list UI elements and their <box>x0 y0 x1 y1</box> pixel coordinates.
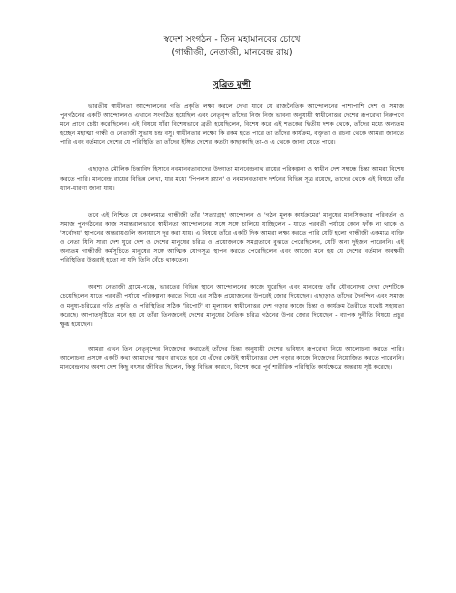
author-name: সুব্রিত মুন্সী <box>213 80 251 90</box>
paragraph-3: তবে এই নিশ্চিত যে কেবলমাত্র গান্ধীজী তাঁর 'সত্যাগ্রহ' আন্দোলন ও 'গঠন মূলক কার্যক্রমের' মানুষের মানসিকতার পরিবর্তন ও সমাজ পুনর্গঠনের কাজ সমান্তরালভাবে স্বাধীনতা আন্দোলনের সঙ্গে সঙ্গে চালিয়ে যাচ্ছিলেন - যাতে পরবর্তী পর্যায়ে কোন ফাঁক না থাকে ও 'সর্বোদয়' স্থাপনের অন্তরায়গুলি অনায়াসে দূর করা যায়। এ বিষয়ে তাঁরে একটি দিক আমরা লক্ষ্য করতে পারি যেটি হলো গান্ধীজী একমাত্র ব্যক্তি ও নেতা যিনি সারা দেশ ঘুরে দেশ ও দেশের মানুষের চরিত্র ও প্রয়োজনকে সমগ্রতাবে বুঝতে পেরেছিলেন, যেটি অন্য দুইজন পারেননি। এই অন্যতম গান্ধীজী কর্মসূচিতে মানুষের সঙ্গে আত্মিক যোগসূত্র স্থাপন করতে পেরেছিলেন এবং আজো মনে হয় যে দেশের বর্তমান অবক্ষয়ী পরিস্থিতির উত্তরাই হতো না যদি তিনি বেঁচে থাকতেন। <box>60 211 404 265</box>
document-title <box>60 34 404 60</box>
paragraph-2: এছাড়াও মৌলিক চিন্তাবিদ হিসাবে নবমানবতাবাদের উদ্গাতা মানবেন্দ্রনাথ রায়ের পরিকল্পনা ও স্বাধীন দেশ সম্বন্ধে চিন্তা আমরা বিশেষ করতে পারি। মানবেন্দ্র রায়ের বিভিন্ন লেখা, যার মধ্যে 'পিপলস প্ল্যান' ও নবমানবতাবাদ দর্শনের বিভিন্ন সূত্র রয়েছে, তাদের থেকে এই বিষয়ে তাঁর ধ্যান-ধারণা জানা যায়। <box>60 166 404 192</box>
paragraph-4: অবশ্য নেতাজী গ্রামে-গঞ্জে, ভারতের বিভিন্ন স্থানে আন্দোলনের কাজে ঘুরেছিন এবং মানবেন্দ্র তাঁর যৌবনোদয় দেখা দেশটিকে চেয়েছিলেন যাতে পরবর্তী পর্যায়ে পরিকল্পনা করতে গিয়ে এর সঠিক প্রয়োজনের উপরেই জোর দিয়েছেন। এছাড়াও তাঁদের দৈনন্দিন এবং সমাজ ও মনুষ্য-চরিত্রের গতি প্রকৃতি ও পরিস্থিতির সঠিক 'রিপোর্ট' বা মূল্যায়ন স্বাধীনোত্তর দেশ গড়ার কাজে চিন্তা ও কার্যক্রম তৈরীতে যথেষ্ট সহায়তা করেছে। আপাতদৃষ্টিতে মনে হয় যে তাঁরা তিনজনেই দেশের মানুষের নৈতিক চরিত্র গঠনের উপর জোর দিয়েছেন - ব্যাপক দুর্নীতি বিষয়ে প্রচুর ক্ষুব্ধ হয়েছেন। <box>60 284 404 328</box>
paragraph-1: ভারতীয় স্বাধীনতা আন্দোলনের গতি প্রকৃতি লক্ষ্য করলে দেখা যাবে যে রাজনৈতিক আন্দোলনের পাশাপাশি দেশ ও সমাজ পুনর্গঠনের একটি আন্দোলনও এখানে সংগঠিত হয়েছিল এবং নেতৃবৃন্দ তাঁদের নিজ নিজ ভাবনা অনুযায়ী স্বাধীনোত্তর দেশের রূপরেখা নিরুপণে মনে প্রাণে চেষ্টা করেছিলেন। এই বিষয়ে যাঁরা বিশেষভাবে ব্রতী হয়েছিলেন, বিশেষ করে এই শতকের দ্বিতীয় দশক থেকে, তাঁদের মধ্যে অন্যতম হচ্ছেন মহাত্মা গান্ধী ও নেতাজী সুভাষ চন্দ্র বসু। স্বাধীনতার লক্ষ্যে কি রকম হতে পারে তা তাঁদের কার্যক্রম, বক্তৃতা ও রচনা থেকে আমরা জানতে পারি এবং বর্তমানে দেশের যে পরিস্থিতি তা তাঁদের ইঙ্গিত দেশের কতটা কাছাকাছি তা-ও এ থেকে জানা যেতে পারে। <box>60 103 404 147</box>
title-line-2: (গান্ধীজী, নেতাজী, মানবেন্দ্র রায়) <box>171 48 293 58</box>
paragraph-5: আমরা এখন তিন নেতৃবৃন্দের নিজেদের কথাতেই তাঁদের চিন্তা অনুযায়ী দেশের ভবিষ্যৎ রূপরেখা নিয়ে আলোচনা করতে পারি। আলোচনা প্রসঙ্গে একটি কথা আমাদের স্মরণ রাখতে হবে যে এঁদের কেউই স্বাধীনোত্তর দেশ গড়ার কাজে নিজেদের নিয়োজিত করতে পারেননি। মানবেন্দ্রনাথ অবশ্য দেশ কিছু বৎসর জীবিত ছিলেন, কিন্তু বিভিন্ন কারণে, বিশেষ করে পূর্ব শারীরিক পরিস্থিতি কার্যক্ষেত্রে অন্তরায় সৃষ্ট করেছে। <box>60 345 404 371</box>
title-line-1: স্বদেশ সংগঠন - তিন মহামানবের চোখে <box>163 35 301 45</box>
